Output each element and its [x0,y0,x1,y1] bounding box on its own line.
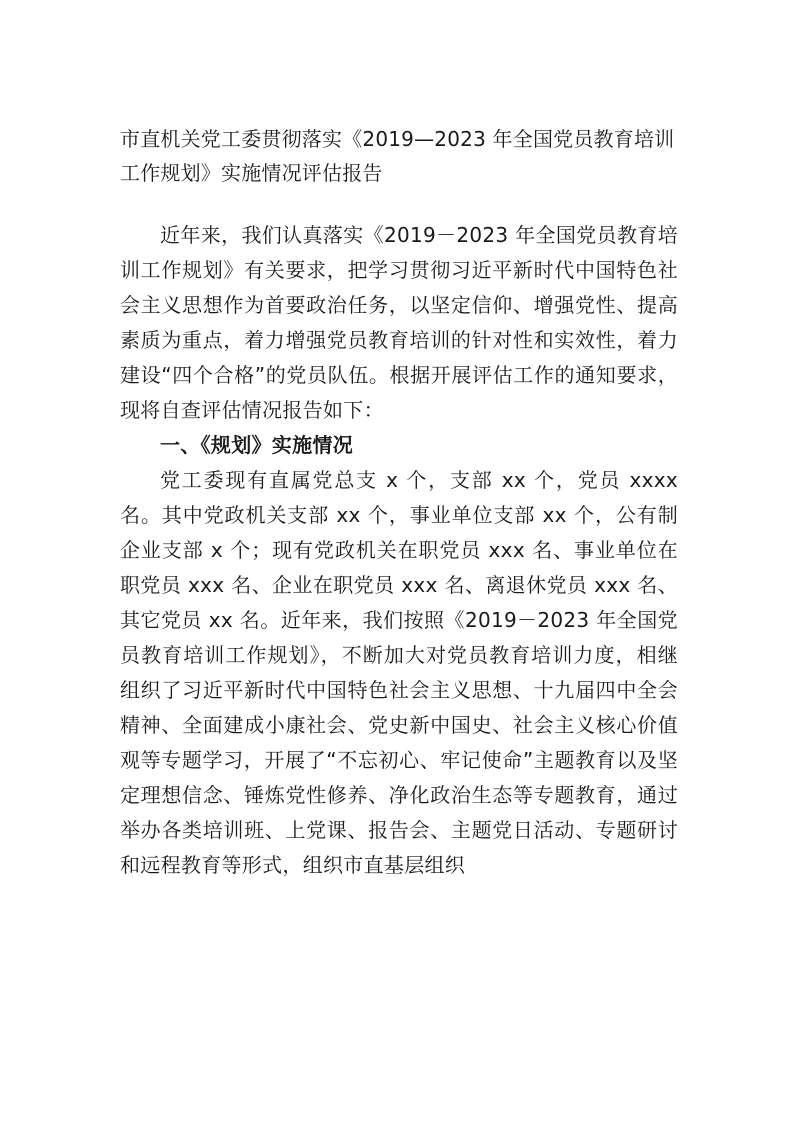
intro-paragraph: 近年来，我们认真落实《2019－2023 年全国党员教育培训工作规划》有关要求，把学习贯彻习近平新时代中国特色社会主义思想作为首要政治任务，以坚定信仰、增强党性、提高素质为重点，着力增强党员教育培训的针对性和实效性，着力建设“四个合格”的党员队伍。根据开展评估工作的通知要求，现将自查评估情况报告如下： [120,223,678,422]
section-heading-1: 一、《规划》实施情况 [160,433,353,457]
document-body [120,218,678,883]
section-1-paragraph: 党工委现有直属党总支 x 个，支部 xx 个，党员 xxxx 名。其中党政机关支部 xx 个，事业单位支部 xx 个，公有制企业支部 x 个；现有党政机关在职党员 xxx 名、事业单位在职党员 xxx 名、企业在职党员 xxx 名、离退休党员 xxx 名、其它党员 xx 名。近年来，我们按照《2019－2023 年全国党员教育培训工作规划》，不断加大对党员教育培训力度，相继组织了习近平新时代中国特色社会主义思想、十九届四中全会精神、全面建成小康社会、党史新中国史、社会主义核心价值观等专题学习，开展了“不忘初心、牢记使命”主题教育以及坚定理想信念、锤炼党性修养、净化政治生态等专题教育，通过举办各类培训班、上党课、报告会、主题党日活动、专题研讨和远程教育等形式，组织市直基层组织 [120,468,678,877]
document-title: 市直机关党工委贯彻落实《2019—2023 年全国党员教育培训工作规划》实施情况评估报告 [120,127,675,185]
